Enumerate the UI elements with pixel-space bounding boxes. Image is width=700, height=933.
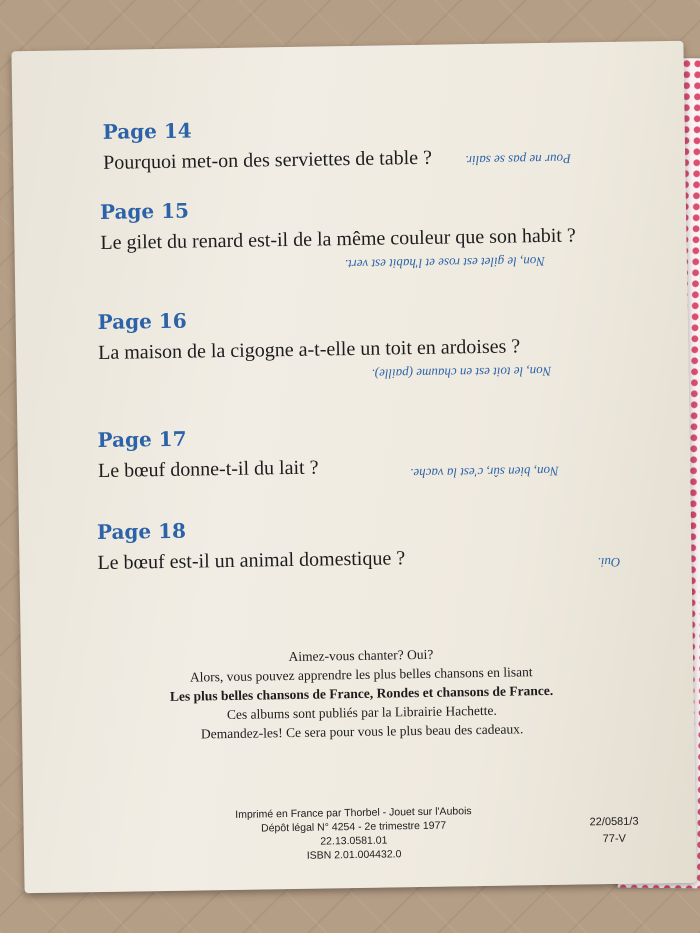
promo-paragraph [111,642,612,745]
imprint-line: 22.13.0581.01 [320,834,388,848]
imprint-line: Imprimé en France par Thorbel - Jouet sur l'Aubois [235,805,472,821]
upside-down-answer: Oui. [597,554,621,571]
upside-down-answer: Non, bien sûr, c'est la vache. [409,463,559,482]
promo-line: Aimez-vous chanter? Oui? [288,646,434,665]
question-page-heading: Page 16 [97,308,187,335]
book-page [11,41,696,893]
catalog-codes [589,814,638,849]
promo-line: Demandez-les! Ce sera pour vous le plus beau des cadeaux. [200,721,524,742]
promo-line: Ces albums sont publiés par la Librairie Hachette. [226,702,497,723]
question-text: Le bœuf est-il un animal domestique ? [97,547,406,575]
upside-down-answer: Non, le toit est en chaume (paille). [371,363,552,382]
catalog-code: 22/0581/3 [589,815,639,829]
question-block-page-16 [98,302,619,367]
question-text: Le bœuf donne-t-il du lait ? [97,456,319,483]
question-page-heading: Page 14 [102,118,192,144]
question-text: Le gilet du renard est-il de la même couleur que son habit ? [100,224,576,254]
printer-imprint [203,804,504,865]
question-block-page-15 [100,192,621,257]
question-block-page-18 [96,512,621,577]
upside-down-answer: Pour ne pas se salir. [465,151,572,169]
promo-line: Alors, vous pouvez apprendre les plus belles chansons en lisant [189,664,533,685]
promo-line-bold: Les plus belles chansons de France, Rondes et chansons de France. [169,682,554,704]
question-text: Pourquoi met-on des serviettes de table ? [103,146,433,174]
catalog-code: 77-V [602,832,627,846]
question-block-page-14 [103,112,624,177]
question-page-heading: Page 17 [97,426,187,453]
imprint-line: ISBN 2.01.004432.0 [306,848,402,862]
upside-down-answer: Non, le gilet est rose et l'habit est vert. [344,253,546,273]
question-page-heading: Page 18 [96,518,187,545]
imprint-line: Dépôt légal N° 4254 - 2e trimestre 1977 [260,819,447,835]
question-text: La maison de la cigogne a-t-elle un toit en ardoises ? [98,335,521,365]
question-page-heading: Page 15 [99,198,190,224]
